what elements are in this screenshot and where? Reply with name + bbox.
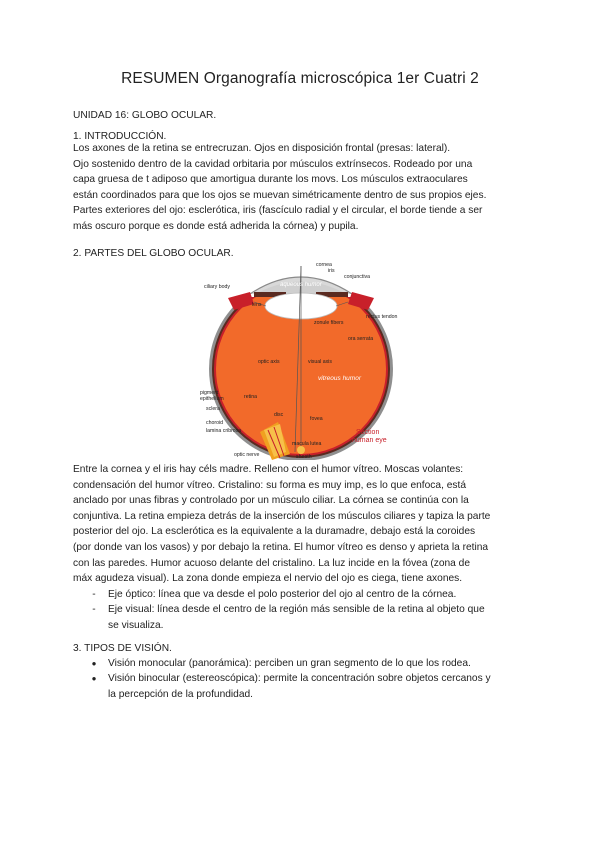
- list-item-visual-axis: [92, 602, 533, 633]
- bullet-marker: ●: [91, 674, 97, 683]
- dash-marker: -: [92, 604, 96, 615]
- label-lens: lens: [252, 302, 262, 308]
- label-pigment-1: pigment: [200, 390, 219, 396]
- text-line: Eje óptico: línea que va desde el polo posterior del ojo al centro de la córnea.: [108, 589, 457, 600]
- text-line: se visualiza.: [108, 619, 164, 631]
- bullet-marker: ●: [91, 659, 97, 668]
- text-line: Entre la cornea y el iris hay céls madre. Relleno con el humor vítreo. Moscas volantes:: [73, 464, 464, 475]
- text-line: (por donde van los vasos) y por debajo la retina. El humor vítreo es denso y aprieta la retina: [73, 541, 489, 553]
- label-fovea: fovea: [310, 416, 323, 422]
- label-vitreous-humor: vitreous humor: [318, 375, 361, 382]
- label-ciliary-body: ciliary body: [204, 284, 230, 290]
- list-item-binocular: [91, 671, 533, 702]
- label-choroid: choroid: [206, 420, 224, 426]
- label-optic-nerve: optic nerve: [234, 452, 260, 458]
- text-line: Eje visual: línea desde el centro de la región más sensible de la retina al objeto que: [108, 604, 485, 615]
- eye-anatomy-diagram: [198, 262, 404, 460]
- label-visual-axis: visual axis: [308, 359, 332, 365]
- text-line: Ojo sostenido dentro de la cavidad orbitaria por músculos extrínsecos. Rodeado por una: [73, 158, 473, 170]
- macula-shape: [297, 446, 305, 454]
- label-pigment-2: epithelium: [200, 396, 224, 402]
- section-2-heading: 2. PARTES DEL GLOBO OCULAR.: [73, 248, 234, 259]
- text-line: están coordinados para que los ojos se muevan simétricamente dentro de sus propios ejes.: [73, 189, 487, 201]
- label-sclera: sclera: [206, 406, 220, 412]
- label-zonule-fibers: zonule fibers: [314, 320, 344, 326]
- section-1-paragraph: [73, 141, 533, 235]
- label-iris-top: iris: [328, 268, 335, 274]
- section-1-heading: 1. INTRODUCCIÓN.: [73, 131, 167, 142]
- text-line: Partes exteriores del ojo: esclerótica, iris (fascículo radial y el circular, el borde tiende a ser: [73, 205, 483, 217]
- list-item-monocular: [91, 656, 533, 672]
- label-sheath: sheath: [296, 454, 312, 460]
- page-title: RESUMEN Organografía microscópica 1er Cuatri 2: [121, 70, 479, 87]
- label-cornea: cornea: [316, 262, 332, 268]
- list-item-optic-axis: [92, 587, 533, 603]
- label-optic-axis: optic axis: [258, 359, 280, 365]
- label-retina: retina: [244, 394, 257, 400]
- label-aqueous-humor: aqueous humor: [280, 282, 322, 288]
- section-2-paragraph: [73, 462, 533, 587]
- text-line: máx agudeza visual). La zona donde empieza el nervio del ojo es ciega, tiene axones.: [73, 573, 463, 585]
- label-rectus-tendon: rectus tendon: [366, 314, 398, 320]
- text-line: conjuntiva. La retina empieza detrás de la inserción de los músculos ciliares y tapiza la parte: [73, 510, 491, 522]
- dash-marker: -: [92, 589, 96, 600]
- label-disc: disc: [274, 412, 284, 418]
- text-line: Visión monocular (panorámica): perciben un gran segmento de lo que los rodea.: [108, 658, 471, 669]
- unit-heading: UNIDAD 16: GLOBO OCULAR.: [73, 110, 217, 121]
- text-line: condensación del humor vítreo. Cristalino: su forma es muy imp, es lo que enfoca, está: [73, 479, 466, 491]
- text-line: Los axones de la retina se entrecruzan. Ojos en disposición frontal (presas: lateral).: [73, 143, 451, 154]
- label-macula-lutea: macula lutea: [292, 441, 322, 447]
- text-line: más oscuro porque es donde está adherida la córnea) y pupila.: [73, 220, 359, 232]
- text-line: la percepción de la profundidad.: [108, 688, 253, 700]
- text-line: anclado por unas fibras y controlado por un músculo ciliar. La córnea se continúa con la: [73, 495, 469, 507]
- text-line: con las paredes. Humor acuoso delante del cristalino. La luz incide en la fóvea (zona de: [73, 557, 470, 569]
- label-lamina-cribrosa: lamina cribrosa: [206, 428, 242, 434]
- label-section-1: Section: [356, 429, 380, 436]
- label-conjunctiva: conjunctiva: [344, 274, 370, 280]
- text-line: capa gruesa de t adiposo que amortigua durante los movs. Los músculos extraoculares: [73, 174, 468, 186]
- label-section-2: human eye: [352, 437, 387, 444]
- label-ora-serrata: ora serrata: [348, 336, 374, 342]
- text-line: Visión binocular (estereoscópica): permite la concentración sobre objetos cercanos y: [108, 673, 491, 684]
- section-3-heading: 3. TIPOS DE VISIÓN.: [73, 643, 172, 654]
- text-line: posterior del ojo. La esclerótica es la equivalente a la duramadre, debajo está la coroides: [73, 526, 476, 538]
